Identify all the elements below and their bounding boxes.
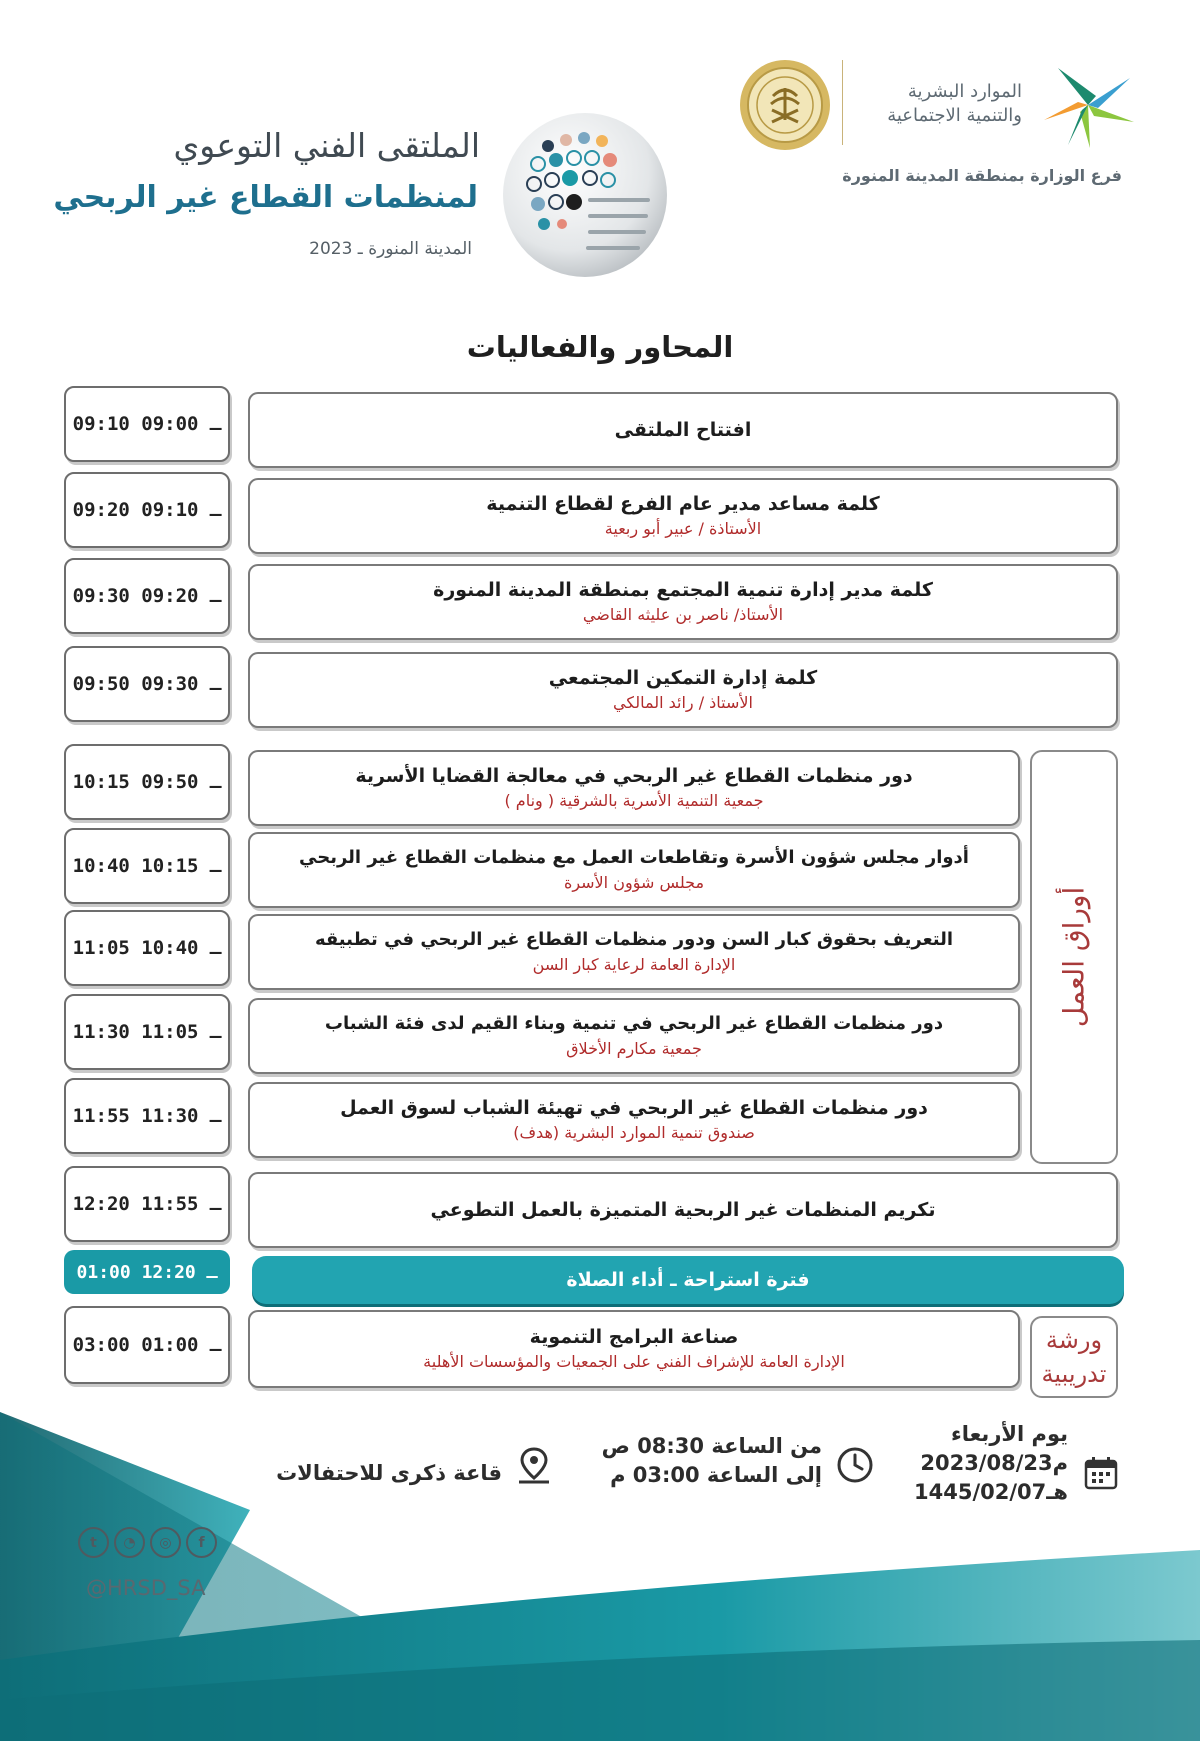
event-title: أدوار مجلس شؤون الأسرة وتقاطعات العمل مع منظمات القطاع غير الربحي: [299, 847, 969, 868]
workshop-organizer: الإدارة العامة للإشراف الفني على الجمعيات والمؤسسات الأهلية: [423, 1352, 845, 1371]
event-speaker: جمعية مكارم الأخلاق: [566, 1039, 702, 1058]
event-item: [248, 478, 1118, 554]
section-title: المحاور والفعاليات: [466, 330, 734, 364]
time-slot: 10:15 ـ 09:50: [64, 744, 230, 820]
event-item: [248, 914, 1020, 990]
logo-divider: [842, 60, 843, 145]
event-title: تكريم المنظمات غير الربحية المتميزة بالعمل التطوعي: [430, 1199, 936, 1221]
calendar-icon: [1084, 1456, 1118, 1490]
forum-sphere-logo: [498, 108, 672, 282]
time-slot: 11:30 ـ 11:05: [64, 994, 230, 1070]
event-item: [248, 750, 1020, 826]
forum-title: الملتقى الفني التوعوي: [173, 126, 480, 165]
working-papers-label: [1030, 750, 1118, 1164]
forum-subtitle: لمنظمات القطاع غير الربحي: [53, 180, 478, 215]
workshop-label-line1: ورشة: [1045, 1326, 1103, 1354]
event-date-hijri: 1445/02/07هـ: [914, 1480, 1068, 1504]
event-title: دور منظمات القطاع غير الربحي في معالجة القضايا الأسرية: [355, 765, 913, 787]
workshop-title: صناعة البرامج التنموية: [529, 1326, 739, 1348]
snapchat-icon[interactable]: ◔: [114, 1527, 145, 1558]
event-item: [248, 1082, 1020, 1158]
event-time-to: إلى الساعة 03:00 م: [610, 1463, 822, 1487]
time-slot: 09:50 ـ 09:30: [64, 646, 230, 722]
event-venue: قاعة ذكرى للاحتفالات: [276, 1461, 502, 1485]
event-item: [248, 652, 1118, 728]
event-speaker: صندوق تنمية الموارد البشرية (هدف): [513, 1123, 755, 1142]
ministry-name-line1: الموارد البشرية: [907, 81, 1022, 102]
working-papers-text: أوراق العمل: [1057, 886, 1091, 1028]
event-title: دور منظمات القطاع غير الربحي في تهيئة الشباب لسوق العمل: [340, 1097, 928, 1119]
time-slot: 11:55 ـ 11:30: [64, 1078, 230, 1154]
ministry-logo: [1038, 60, 1138, 150]
location-pin-icon: [516, 1446, 552, 1486]
event-title: دور منظمات القطاع غير الربحي في تنمية وبناء القيم لدى فئة الشباب: [324, 1013, 944, 1034]
event-date: [914, 1420, 1068, 1507]
event-speaker: الأستاذة / عبير أبو ربعية: [604, 519, 762, 538]
event-title: كلمة إدارة التمكين المجتمعي: [548, 667, 818, 689]
event-speaker: الإدارة العامة لرعاية كبار السن: [532, 955, 736, 974]
time-slot: 09:20 ـ 09:10: [64, 472, 230, 548]
event-date-gregorian: 2023/08/23م: [920, 1451, 1068, 1475]
event-time: [602, 1432, 822, 1490]
time-slot: 12:20 ـ 11:55: [64, 1166, 230, 1242]
event-day: يوم الأربعاء: [950, 1422, 1068, 1446]
event-item: [248, 832, 1020, 908]
ministry-name: [887, 80, 1022, 128]
event-title: افتتاح الملتقى: [614, 419, 752, 441]
event-item: [248, 1172, 1118, 1248]
event-title: كلمة مدير إدارة تنمية المجتمع بمنطقة المدينة المنورة: [433, 579, 933, 601]
event-title: كلمة مساعد مدير عام الفرع لقطاع التنمية: [486, 493, 880, 515]
twitter-icon[interactable]: t: [78, 1527, 109, 1558]
time-slot: 09:10 ـ 09:00: [64, 386, 230, 462]
event-item: [248, 564, 1118, 640]
social-handle[interactable]: @HRSD_SA: [86, 1576, 206, 1600]
event-item: [248, 392, 1118, 468]
facebook-icon[interactable]: f: [186, 1527, 217, 1558]
ministry-branch: فرع الوزارة بمنطقة المدينة المنورة: [842, 166, 1122, 185]
time-slot: 03:00 ـ 01:00: [64, 1306, 230, 1384]
event-speaker: الأستاذ/ ناصر بن عليثه القاضي: [582, 605, 784, 624]
forum-place-year: المدينة المنورة ـ 2023: [309, 239, 472, 259]
time-slot: 11:05 ـ 10:40: [64, 910, 230, 986]
break-time: 01:00 ـ 12:20: [64, 1250, 230, 1294]
event-item: [248, 998, 1020, 1074]
event-title: التعريف بحقوق كبار السن ودور منظمات القطاع غير الربحي في تطبيقه: [314, 929, 954, 950]
event-speaker: مجلس شؤون الأسرة: [563, 873, 705, 892]
workshop-label: [1030, 1316, 1118, 1398]
time-slot: 09:30 ـ 09:20: [64, 558, 230, 634]
workshop-event: [248, 1310, 1020, 1388]
workshop-label-line2: تدريبية: [1041, 1360, 1107, 1388]
break-bar: فترة استراحة ـ أداء الصلاة: [252, 1256, 1124, 1304]
emblem-seal: [738, 58, 832, 152]
time-slot: 10:40 ـ 10:15: [64, 828, 230, 904]
event-time-from: من الساعة 08:30 ص: [601, 1434, 822, 1458]
instagram-icon[interactable]: ◎: [150, 1527, 181, 1558]
ministry-name-line2: والتنمية الاجتماعية: [887, 105, 1022, 126]
event-speaker: الأستاذ / رائد المالكي: [613, 693, 753, 712]
clock-icon: [836, 1446, 874, 1484]
event-speaker: جمعية التنمية الأسرية بالشرقية ( ونام ): [504, 791, 764, 810]
